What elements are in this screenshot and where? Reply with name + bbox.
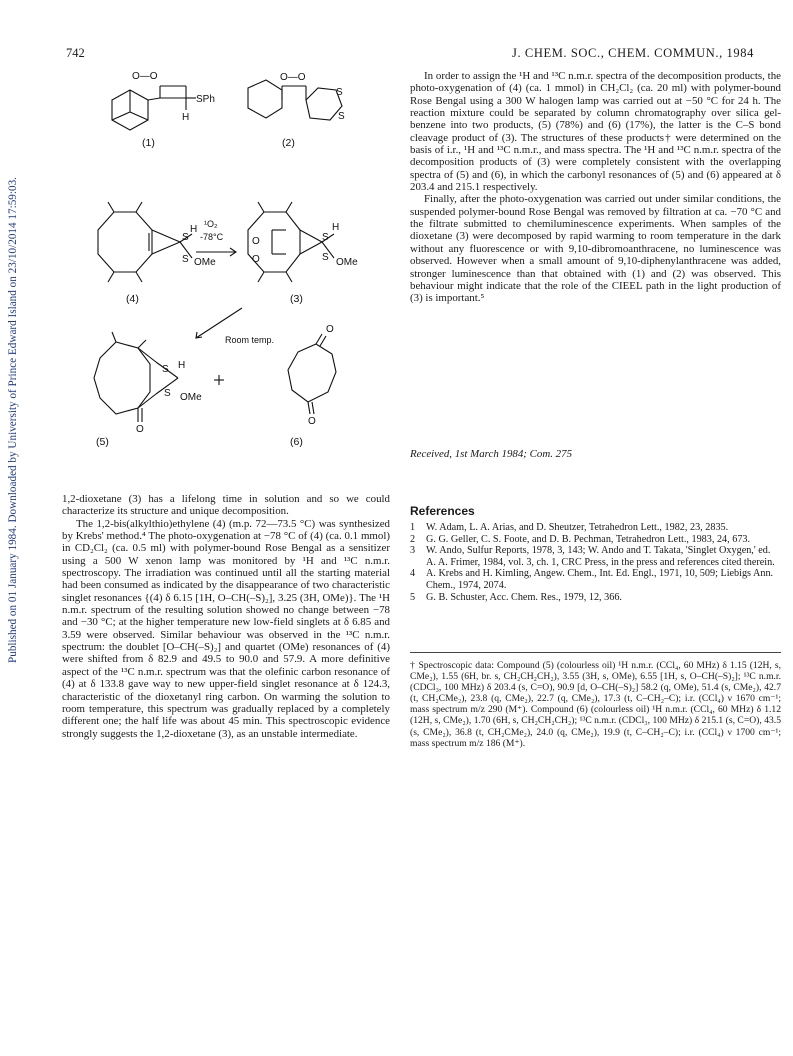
journal-header: J. CHEM. SOC., CHEM. COMMUN., 1984 (512, 46, 754, 60)
svg-text:H: H (332, 222, 340, 233)
svg-text:OMe: OMe (194, 257, 216, 268)
reaction-scheme (60, 62, 400, 452)
svg-text:O: O (136, 424, 144, 435)
svg-text:O—O: O—O (132, 71, 158, 82)
compound-6-structure (288, 334, 336, 414)
svg-text:O: O (326, 324, 334, 335)
right-paragraph-1: In order to assign the ¹H and ¹³C n.m.r. spectra of the decomposition products, the photo-oxygenation of (4) (ca. 1 mmol) in CH₂Cl₂ (ca. 20 ml) with polymer-bound Rose Bengal using a 300 W halogen lamp was carried out at −50 °C for 24 h. The reaction mixture could be separated by column chromatography over silica gel-benzene into two products, (5) (78%) and (6) (17%), the latter is the C–S bond cleavage product of (3). The structures of these products† were determined on the basis of i.r., ¹H and ¹³C n.m.r., and mass spectra. The ¹H and ¹³C n.m.r. spectra of the decomposition products of (3) were completely consistent with the overlapping spectra of (5) and (6), in which the carbonyl resonances of (5) and (6) appeared at δ 203.4 and 215.1 respectively. (410, 70, 781, 194)
svg-text:S: S (322, 252, 329, 263)
footnote-rule (410, 652, 781, 653)
compound-2-structure (248, 80, 342, 120)
svg-text:S: S (338, 111, 345, 122)
left-paragraph-2: The 1,2-bis(alkylthio)ethylene (4) (m.p. 72—73.5 °C) was synthesized by Krebs' method.⁴ The photo-oxygenation at −78 °C of (4) (ca. 0.1 mmol) in CD₂Cl₂ (ca. 0.5 ml) with polymer-bound Rose Bengal as a sensitizer using a 500 W xenon lamp was monitored by ¹H and ¹³C n.m.r. spectroscopy. The irradiation was continued until all the starting material had been consumed as indicated by the disappearance of two characteristic singlet resonances {(4) δ 6.15 [1H, O–CH(–S)₂], 3.25 (3H, OMe)}. The ¹H n.m.r. spectrum of the resulting solution showed no change between −78 and −30 °C; at the higher temperature new low-field singlets at δ 6.85 and 3.59 were observed. Similar behaviour was observed in the ¹³C n.m.r. spectrum: the doublet [O–CH(–S)₂] and quartet (OMe) resonances of (4) were shifted from δ 82.9 and 49.5 to 90.0 and 57.9. A more definitive aspect of the ¹³C n.m.r. spectrum was that the olefinic carbon resonance of (4) at δ 133.8 gave way to new upper-field singlet resonance at δ 124.3, characteristic of the dioxetanyl ring carbon. On warming the solution to room temperature, this spectrum was gradually replaced by a completely different one; the half life was about 45 min. This spectroscopic evidence strongly suggests the 1,2-dioxetane (3), as an unstable intermediate. (62, 517, 390, 740)
svg-text:O: O (308, 416, 316, 427)
received-line: Received, 1st March 1984; Com. 275 (410, 448, 573, 460)
label-compound-3: (3) (290, 293, 303, 305)
left-paragraph-1: 1,2-dioxetane (3) has a lifelong time in solution and so we could characterize its structure and unique decomposition. (62, 493, 390, 518)
svg-text:H: H (178, 360, 186, 371)
svg-text:S: S (182, 254, 189, 265)
page-number: 742 (66, 46, 85, 60)
label-compound-2: (2) (282, 137, 295, 149)
svg-text:S: S (162, 364, 169, 375)
svg-text:O: O (252, 254, 260, 265)
room-temp-label: Room temp. (225, 335, 275, 345)
svg-text:H: H (182, 112, 190, 123)
svg-text:S: S (322, 232, 329, 243)
label-compound-1: (1) (142, 137, 155, 149)
reference-item: 1 W. Adam, L. A. Arias, and D. Sheutzer, Tetrahedron Lett., 1982, 23, 2835. (410, 522, 729, 533)
svg-text:O: O (252, 236, 260, 247)
reference-item: 2 G. G. Geller, C. S. Foote, and D. B. Pechman, Tetrahedron Lett., 1983, 24, 673. (410, 533, 751, 545)
label-compound-5: (5) (96, 436, 109, 448)
compound-5-structure (94, 332, 178, 422)
download-notice-sidebar (4, 177, 22, 663)
right-column (410, 70, 781, 305)
svg-text:S: S (182, 232, 189, 243)
reagent-temperature: -78°C (200, 232, 224, 242)
left-column (62, 493, 390, 740)
reference-item: 3 W. Ando, Sulfur Reports, 1978, 3, 143; W. Ando and T. Takata, 'Singlet Oxygen,' ed. A. A. Frimer, 1984, vol. 3, ch. 1, CRC Press, in the press and references cited therein. (410, 545, 775, 568)
right-paragraph-2: Finally, after the photo-oxygenation was carried out under similar conditions, the suspended polymer-bound Rose Bengal was removed by filtration at ca. −70 °C and the filtrate submitted to chemiluminescence experiments. When samples of the dioxetane (3) were decomposed by rapid warming to room temperature in the dark without any fluorescence or with 9,10-dibromoanthracene, no luminescence was observed. However when a small amount of 9,10-diphenylanthracene was added, stronger luminescence than that obtained with (1) and (2) was observed. This behaviour might indicate that the role of the CIEEL path in the light production of (3) is important.⁵ (410, 193, 781, 305)
download-notice-text: Published on 01 January 1984. Downloaded by University of Prince Edward Island on 23/10/2014 17:59:03. (7, 177, 19, 663)
references-heading: References (410, 504, 475, 518)
svg-text:OMe: OMe (180, 392, 202, 403)
compound-4-structure (98, 202, 192, 282)
reference-item: 4 A. Krebs and H. Kimling, Angew. Chem., Int. Ed. Engl., 1971, 10, 509; Liebigs Ann. Chem., 1974, 2074. (410, 568, 774, 591)
svg-text:SPh: SPh (196, 94, 215, 105)
svg-text:S: S (164, 388, 171, 399)
label-compound-6: (6) (290, 436, 303, 448)
reference-item: 5 G. B. Schuster, Acc. Chem. Res., 1979, 12, 366. (410, 591, 622, 603)
compound-1-structure (112, 86, 196, 130)
svg-text:H: H (190, 224, 198, 235)
reagent-singlet-oxygen: ¹O₂ (204, 219, 218, 229)
svg-text:S: S (336, 87, 343, 98)
svg-text:O—O: O—O (280, 72, 306, 83)
label-compound-4: (4) (126, 293, 139, 305)
svg-text:OMe: OMe (336, 257, 358, 268)
references-list (410, 522, 781, 603)
spectroscopic-footnote: † Spectroscopic data: Compound (5) (colourless oil) ¹H n.m.r. (CCl₄, 60 MHz) δ 1.15 (12H, s, CMe₂), 1.55 (6H, br. s, CH₂CH₂CH₂), 3.55 (3H, s, OMe), 6.55 [1H, s, O–CH(–S)₂]; ¹³C n.m.r. (CDCl₃, 100 MHz) δ 203.4 (s, C=O), 90.9 [d, O–CH(–S)₂] 58.2 (q, OMe), 51.4 (s, CMe₂), 42.7 (t, CH₂CMe₂), 23.8 (q, CMe₂), 22.7 (q, CMe₂), 17.3 (t, C–CH₂–C); i.r. (CCl₄) ν 1670 cm⁻¹; mass spectrum m/z 290 (M⁺). Compound (6) (colourless oil) ¹H n.m.r. (CCl₄, 60 MHz) δ 1.12 (12H, s, CMe₂), 1.70 (6H, s, CH₂CH₂CH₂); ¹³C n.m.r. (CDCl₃, 100 MHz) δ 215.1 (s, C=O), 43.5 (s, CMe₂), 36.8 (t, CH₂CMe₂), 24.0 (q, CMe₂), 19.9 (t, C–CH₂–C); i.r. (CCl₄) ν 1700 cm⁻¹; mass spectrum m/z 186 (M⁺). (410, 660, 781, 749)
